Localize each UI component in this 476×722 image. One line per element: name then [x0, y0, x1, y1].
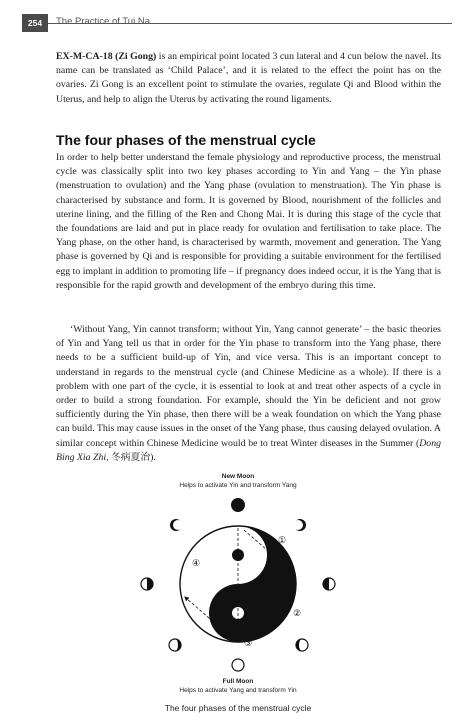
paragraph-yin-yang-phases: In order to help better understand the female physiology and reproductive process, the menstrual cycle was classically split into two key phases according to Yin and Yang – the Yin phase (menstruation to ovulation) and the Yang phase (ovulation to menstruation). The Yin phase is characterised by substance and form. It is governed by Blood, nourishment of the follicles and uterine lining, and the filling of the Ren and Chong Mai. It is during this stage of the cycle that the foundations are laid and put in place ready for ovulation and fertilisation to take place. The Yang phase, on the other hand, is characterised by warmth, movement and generation. The Yang phase is governed by Qi and is responsible for providing a suitable environment for the fertilised egg to implant in addition to promoting life – if pregnancy does indeed occur, it is the Yang that is responsible for the rapid growth and development of the embryo during this time.	[56, 152, 441, 291]
paragraph-transformation	[56, 323, 441, 465]
waxing-crescent-icon	[293, 519, 306, 531]
waxing-gibbous-icon	[296, 639, 308, 651]
paragraph-transformation-tail: 冬病夏治).	[108, 451, 156, 463]
phase-marker-4: ④	[192, 558, 201, 568]
phase-marker-3: ③	[244, 638, 253, 648]
full-moon-subtitle: Helps to activate Yang and transform Yin	[179, 687, 297, 694]
first-quarter-icon	[323, 578, 335, 590]
new-moon-icon	[231, 498, 245, 512]
waning-gibbous-icon	[169, 639, 181, 651]
phase-marker-1: ①	[278, 535, 287, 545]
full-moon-title: Full Moon	[222, 678, 254, 685]
figure-caption: The four phases of the menstrual cycle	[164, 703, 312, 713]
new-moon-title: New Moon	[221, 473, 255, 480]
last-quarter-icon	[141, 578, 153, 590]
paragraph-zi-gong	[56, 50, 441, 107]
phase-marker-2: ②	[293, 608, 302, 618]
paragraph-zi-gong-text: is an empirical point located 3 cun lateral and 4 cun below the navel. Its name can be translated as ‘Child Palace’, and it is related to the effect the point has on the ovaries. Zi Gong is an excellent point to stimulate the ovaries, regulate Qi and Blood within the Uterus, and help to align the Uterus by activating the round ligaments.	[56, 51, 442, 105]
menstrual-cycle-figure	[0, 470, 476, 722]
point-name: EX-M-CA-18 (Zi Gong)	[56, 51, 157, 62]
full-moon-icon	[232, 659, 244, 671]
page-number: 254	[22, 14, 48, 32]
yin-yang-moon-diagram	[0, 470, 476, 678]
italic-term: Dong Bing Xia Zhi,	[56, 437, 441, 463]
section-heading: The four phases of the menstrual cycle	[56, 132, 316, 148]
waning-crescent-icon	[170, 519, 183, 531]
paragraph-transformation-text: ‘Without Yang, Yin cannot transform; without Yin, Yang cannot generate’ – the basic theories of Yin and Yang tell us that in order for the Yin phase to transform into the Yang phase, there needs to be a sufficient build-up of Yin, and vice versa. This is an important concept to understand in regards to the menstrual cycle (and Chinese Medicine as a whole). If there is a problem with one part of the cycle, it is essential to look at and treat other aspects of a cycle in order to build a strong foundation. For example, should the Yin be deficient and not grow sufficiently during the Yin phase, then there will be a weak foundation on which the Yang phase can build. This may cause issues in the onset of the Yang phase, thus causing delayed ovulation. A similar concept within Chinese Medicine would be to treat Winter diseases in the Summer (	[56, 324, 441, 449]
running-head: The Practice of Tui Na	[56, 16, 150, 27]
page-header	[0, 0, 476, 48]
new-moon-subtitle: Helps to activate Yin and transform Yang	[179, 482, 297, 489]
